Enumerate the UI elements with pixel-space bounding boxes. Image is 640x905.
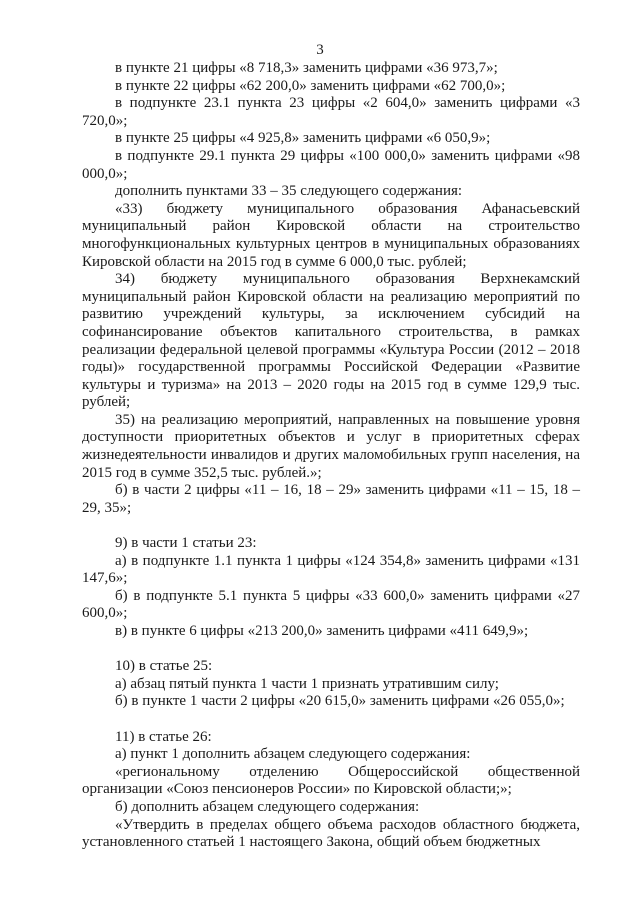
paragraph: б) в подпункте 5.1 пункта 5 цифры «33 600,0» заменить цифрами «27 600,0»; [82,587,580,622]
paragraph: в пункте 22 цифры «62 200,0» заменить цифрами «62 700,0»; [115,77,506,94]
paragraph: «Утвердить в пределах общего объема расходов областного бюджета, установленного статьей 1 настоящего Закона, общий объем бюджетных [82,816,580,851]
blank-line [82,711,580,729]
paragraph: 9) в части 1 статьи 23: [115,535,257,552]
paragraph: а) в подпункте 1.1 пункта 1 цифры «124 354,8» заменить цифрами «131 147,6»; [82,552,580,587]
paragraph: 34) бюджету муниципального образования Верхнекамский муниципальный район Кировской области на реализацию мероприятий по развитию учреждений культуры, за исключением субсидий на софинансирование объектов капитального строительства, в рамках реализации федеральной целевой программы «Культура России (2012 – 2018 годы)» государственной программы Российской Федерации «Развитие культуры и туризма» на 2013 – 2020 годы на 2015 год в сумме 129,9 тыс. рублей; [82,271,580,411]
page-number: 3 [316,42,324,58]
paragraph: а) абзац пятый пункта 1 части 1 признать утратившим силу; [115,675,499,692]
paragraph: в пункте 21 цифры «8 718,3» заменить цифрами «36 973,7»; [115,60,498,76]
paragraph: б) дополнить абзацем следующего содержания: [115,798,420,815]
paragraph: а) пункт 1 дополнить абзацем следующего содержания: [115,746,471,763]
paragraph: 11) в статье 26: [115,728,212,745]
paragraph: б) в пункте 1 части 2 цифры «20 615,0» заменить цифрами «26 055,0»; [115,693,565,710]
paragraph: 10) в статье 25: [115,658,213,675]
paragraph: «региональному отделению Общероссийской общественной организации «Союз пенсионеров России» по Кировской области;»; [82,763,580,798]
document-body [82,60,580,852]
paragraph: «33) бюджету муниципального образования Афанасьевский муниципальный район Кировской области на строительство многофункциональных культурных центров в муниципальных образованиях Кировской области на 2015 год в сумме 6 000,0 тыс. рублей; [82,200,580,270]
paragraph: б) в части 2 цифры «11 – 16, 18 – 29» заменить цифрами «11 – 15, 18 – 29, 35»; [82,482,580,516]
paragraph: в подпункте 23.1 пункта 23 цифры «2 604,0» заменить цифрами «3 720,0»; [82,95,580,129]
blank-line [82,517,580,535]
paragraph: дополнить пунктами 33 – 35 следующего содержания: [115,183,463,200]
paragraph: в подпункте 29.1 пункта 29 цифры «100 000,0» заменить цифрами «98 000,0»; [82,147,580,182]
paragraph: в) в пункте 6 цифры «213 200,0» заменить цифрами «411 649,9»; [115,623,529,639]
blank-line [82,641,580,659]
paragraph: 35) на реализацию мероприятий, направленных на повышение уровня доступности приоритетных объектов и услуг в приоритетных сферах жизнедеятельности инвалидов и других маломобильных групп населения, на 2015 год в сумме 352,5 тыс. рублей.»; [82,411,580,481]
paragraph: в пункте 25 цифры «4 925,8» заменить цифрами «6 050,9»; [115,130,491,147]
